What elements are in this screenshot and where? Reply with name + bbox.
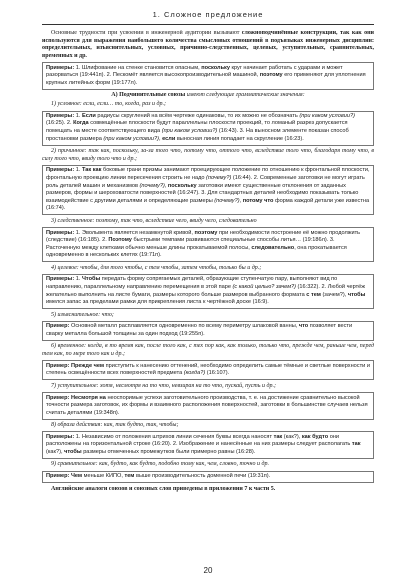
text-run: позволяет вести сварку металла большой толщины за один подход (19:255п). bbox=[46, 323, 353, 338]
text-run: (зачем?), bbox=[320, 291, 348, 298]
text-run: (как?), bbox=[282, 433, 302, 440]
conjunction-type-manner: 8) образа действия: как, так будто, так, чтобы; bbox=[51, 422, 179, 429]
text-run: потому что bbox=[242, 197, 274, 204]
text-run: Чтобы bbox=[81, 276, 101, 283]
text-run: (16:107). bbox=[205, 370, 230, 377]
text-run: размеры отмеченных промежутков были примерно равны (16:28). bbox=[81, 449, 256, 456]
text-run: боковые грани призмы занимают проецирующее положение по отношению к фронтальной плоскости, фронтальную проекцию линии пересечения строить не надо bbox=[46, 167, 370, 182]
header-rule bbox=[42, 24, 374, 25]
text-run: выносная линия попадает на скругление (16:23). bbox=[175, 135, 304, 142]
text-run: (16:43). 3. На выносном элементе показан способ простановки размера bbox=[46, 128, 349, 142]
text-run: с тем bbox=[306, 291, 321, 298]
text-run: поскольку bbox=[201, 64, 230, 71]
example-box-3 bbox=[42, 165, 374, 215]
text-run: они расположены на горизонтальной строке (16:20). 2. Изображение и нанесённые на них размеры следует располагать bbox=[46, 433, 352, 448]
conjunction-type-temporal: 6) временное: когда, в то время как, после того как, с тех пор как, как только, только что, прежде чем, раньше чем, перед тем как, по мере того как и др.; bbox=[42, 343, 374, 357]
example-box-7 bbox=[42, 360, 374, 380]
text-run: (16:25). 2. bbox=[46, 120, 74, 127]
example-box-10 bbox=[42, 471, 374, 483]
text-run: , bbox=[239, 197, 243, 204]
text-run: Пример: Прежде чем bbox=[46, 362, 105, 369]
text-run: A) Подчинительные союзы bbox=[111, 92, 186, 99]
text-run: Пример: Несмотря на bbox=[46, 394, 106, 401]
text-run: чтобы bbox=[347, 291, 366, 298]
example-box-5 bbox=[42, 274, 374, 309]
text-run: приложении 7 bbox=[209, 485, 248, 492]
text-run: Примеры: bbox=[46, 167, 76, 174]
example-box-1 bbox=[42, 62, 374, 90]
text-run: его применяют для уплотнения крупных литейных форм (19:177л). bbox=[46, 72, 366, 86]
text-run: (с какой целью? зачем?) bbox=[232, 284, 296, 291]
text-run: (16:44). 2. Современные заготовки не могут играть роль деталей машин и механизмов bbox=[46, 175, 365, 189]
text-run: передать форму сопрягаемых деталей, образующие ступенчатую пару, выполняют вид по направлению, параллельному направлению перемещения в этой паре bbox=[46, 276, 338, 291]
text-run: , bbox=[164, 182, 168, 189]
text-run: Основные трудности при усвоении в инженерной аудитории вызывают bbox=[51, 30, 242, 36]
example-box-2 bbox=[42, 111, 374, 146]
text-run: , она прокатывается одновременно в нескольких клетях (19:71п). bbox=[46, 244, 347, 259]
text-run: заготовки имеют существенные отклонения от заданных размеров, формы и шероховатости поверхностей (16:247). 3. Для стандартных деталей необходимо показывать только взаимодействие с другими деталями и определяющие размеры bbox=[46, 182, 359, 204]
text-run: (почему?) bbox=[206, 175, 232, 182]
text-run: 1. bbox=[75, 167, 82, 174]
conjunction-type-conditional: 1) условное: если, если… то, когда, раз и др.; bbox=[51, 101, 166, 108]
text-run: имеют следующие грамматические значения: bbox=[185, 92, 305, 99]
text-run: , bbox=[159, 135, 163, 142]
text-run: выше производительность доменной печи (19:31п). bbox=[134, 473, 271, 480]
text-run: меньше КИПО, bbox=[82, 473, 125, 480]
text-run: Примеры: bbox=[46, 229, 76, 236]
text-run: (почему?) bbox=[214, 197, 240, 204]
intro-paragraph bbox=[42, 30, 374, 60]
text-run: (как?), bbox=[46, 449, 65, 456]
text-run: следовательно bbox=[251, 244, 295, 251]
text-run: 1. bbox=[75, 112, 82, 119]
text-run: что bbox=[298, 323, 309, 330]
text-run: Так как bbox=[81, 167, 102, 174]
text-run: (при каком условии?) bbox=[299, 112, 355, 119]
example-box-8 bbox=[42, 392, 374, 420]
text-run: при необходимости построение её можно продолжить (следствие) (16:185). 2. bbox=[46, 229, 361, 244]
text-run: 1. Шлифование на стенке становится опасным, bbox=[75, 64, 202, 71]
conjunction-type-purpose: 4) целевое: чтобы, для того чтобы, с тем чтобы, затем чтобы, только бы и др.; bbox=[51, 264, 262, 271]
text-run: совмещённые плоскости будут параллельны плоскости проекций, то ломаный разрез допускается помещать на месте соответствующего вида bbox=[46, 120, 348, 135]
text-run: 1. Независимо от положения штрихов линии сечения буквы всегда наносят bbox=[75, 433, 274, 440]
section-heading-a bbox=[42, 92, 374, 100]
text-run: имелся запас за пределами рамки для прикрепления листа к чертёжной доске (16:9). bbox=[46, 299, 269, 306]
text-run: тем bbox=[124, 473, 135, 480]
page-number: 20 bbox=[203, 566, 213, 575]
text-run: Примеры: bbox=[46, 64, 76, 71]
text-run: так bbox=[273, 433, 283, 440]
text-run: приступить к нанесению оттенений, необходимо определить самые тёмные и светлые поверхности и степень освещённости всех поверхностей предмета bbox=[46, 362, 370, 377]
text-run: круг начинает работать с ударами и может разорваться (19:441п). 2. Пескомёт является высокопроизводительной машиной, bbox=[46, 64, 343, 79]
conjunction-type-causal: 2) причинное: так как, поскольку, за-за того что, потому что, оттого что, вследствие того что, благодаря тому что, в силу того что, ввиду того что и др.; bbox=[42, 148, 374, 162]
text-run: конструкции, так как они используются для выражения наибольшего количества смысловых отношений в подъязыках инженерных дисциплин: определительных, изъяснительных, условных, причинно-следственных, целевых, уступительных, сравнительных, временных и др. bbox=[42, 30, 374, 59]
text-run: (при каком условии?) bbox=[103, 135, 160, 142]
example-box-6 bbox=[42, 321, 374, 341]
text-run: Если bbox=[81, 112, 96, 119]
example-box-9 bbox=[42, 431, 374, 459]
text-run: быстрыми темпами развиваются специальные способы литья… (19:186л). 3. Расточенную между клетками обычно меньше длины прокатываемой полосы, bbox=[46, 237, 335, 251]
text-run: поскольку bbox=[167, 182, 197, 189]
page-body bbox=[42, 30, 374, 558]
text-run: поэтому bbox=[259, 72, 283, 79]
text-run: неоспоримые успехи заготовительного производства, т. е. на достижение сравнительно высокой точности размера заготовок, их формы и взаимного расположения поверхностей, заготовки в большинстве случаев нельзя считать деталями (19:348п). bbox=[46, 394, 368, 416]
text-run: Английские аналоги союзов и союзных слов приведены в bbox=[51, 485, 210, 492]
text-run: поэтому bbox=[194, 229, 218, 236]
text-run: 1. Эвольвента является незамкнутой кривой, bbox=[75, 229, 195, 236]
conjunction-type-comparative: 9) сравнительное: как, будто, как будто, подобно тому как, чем, словно, точно и др. bbox=[51, 461, 270, 468]
text-run: так bbox=[351, 441, 361, 448]
text-run: Примеры: bbox=[46, 112, 76, 119]
conjunction-type-consequential: 3) следственное: поэтому, так что, вследствие чего, ввиду чего, следовательно bbox=[51, 217, 257, 224]
text-run: Примеры: bbox=[46, 276, 76, 283]
text-run: 1. bbox=[75, 276, 82, 283]
text-run: Поэтому bbox=[108, 237, 132, 244]
conjunction-type-concessive: 7) уступительное: хотя, несмотря на то что, невзирая на то что, пускай, пусть и др.; bbox=[51, 382, 277, 389]
example-box-4 bbox=[42, 227, 374, 262]
text-run: к части 5. bbox=[247, 485, 276, 492]
text-run: радиусы скруглений на всём чертеже одинаковы, то их можно не обозначать bbox=[95, 112, 300, 119]
text-run: Основной металл расплавляется одновременно по всему периметру шлаковой ванны, bbox=[70, 323, 299, 330]
text-run: если bbox=[162, 135, 176, 142]
text-run: Пример: Чем bbox=[46, 473, 83, 480]
text-run: чтобы bbox=[64, 449, 82, 456]
text-run: (почему?) bbox=[139, 182, 165, 189]
text-run: (когда?) bbox=[183, 370, 206, 377]
text-run: (16:322). 2. Любой чертёж желательно выполнить на листе бумаги, размеры которого больше размеров выбранного формата bbox=[46, 284, 366, 298]
text-run: (при каком условии?) bbox=[161, 128, 218, 135]
text-run: Примеры: bbox=[46, 433, 76, 440]
text-run: форма каждой детали уже известна (16:74). bbox=[46, 197, 370, 212]
conjunction-type-explanatory: 5) изъяснительное: что; bbox=[51, 311, 114, 318]
text-run: Пример: bbox=[46, 323, 71, 330]
text-run: как будто bbox=[301, 433, 329, 440]
text-run: сложноподчинённые bbox=[241, 30, 299, 36]
appendix-note bbox=[42, 486, 374, 494]
text-run: Когда bbox=[73, 120, 89, 127]
running-header: 1. Сложное предложение bbox=[152, 10, 264, 19]
